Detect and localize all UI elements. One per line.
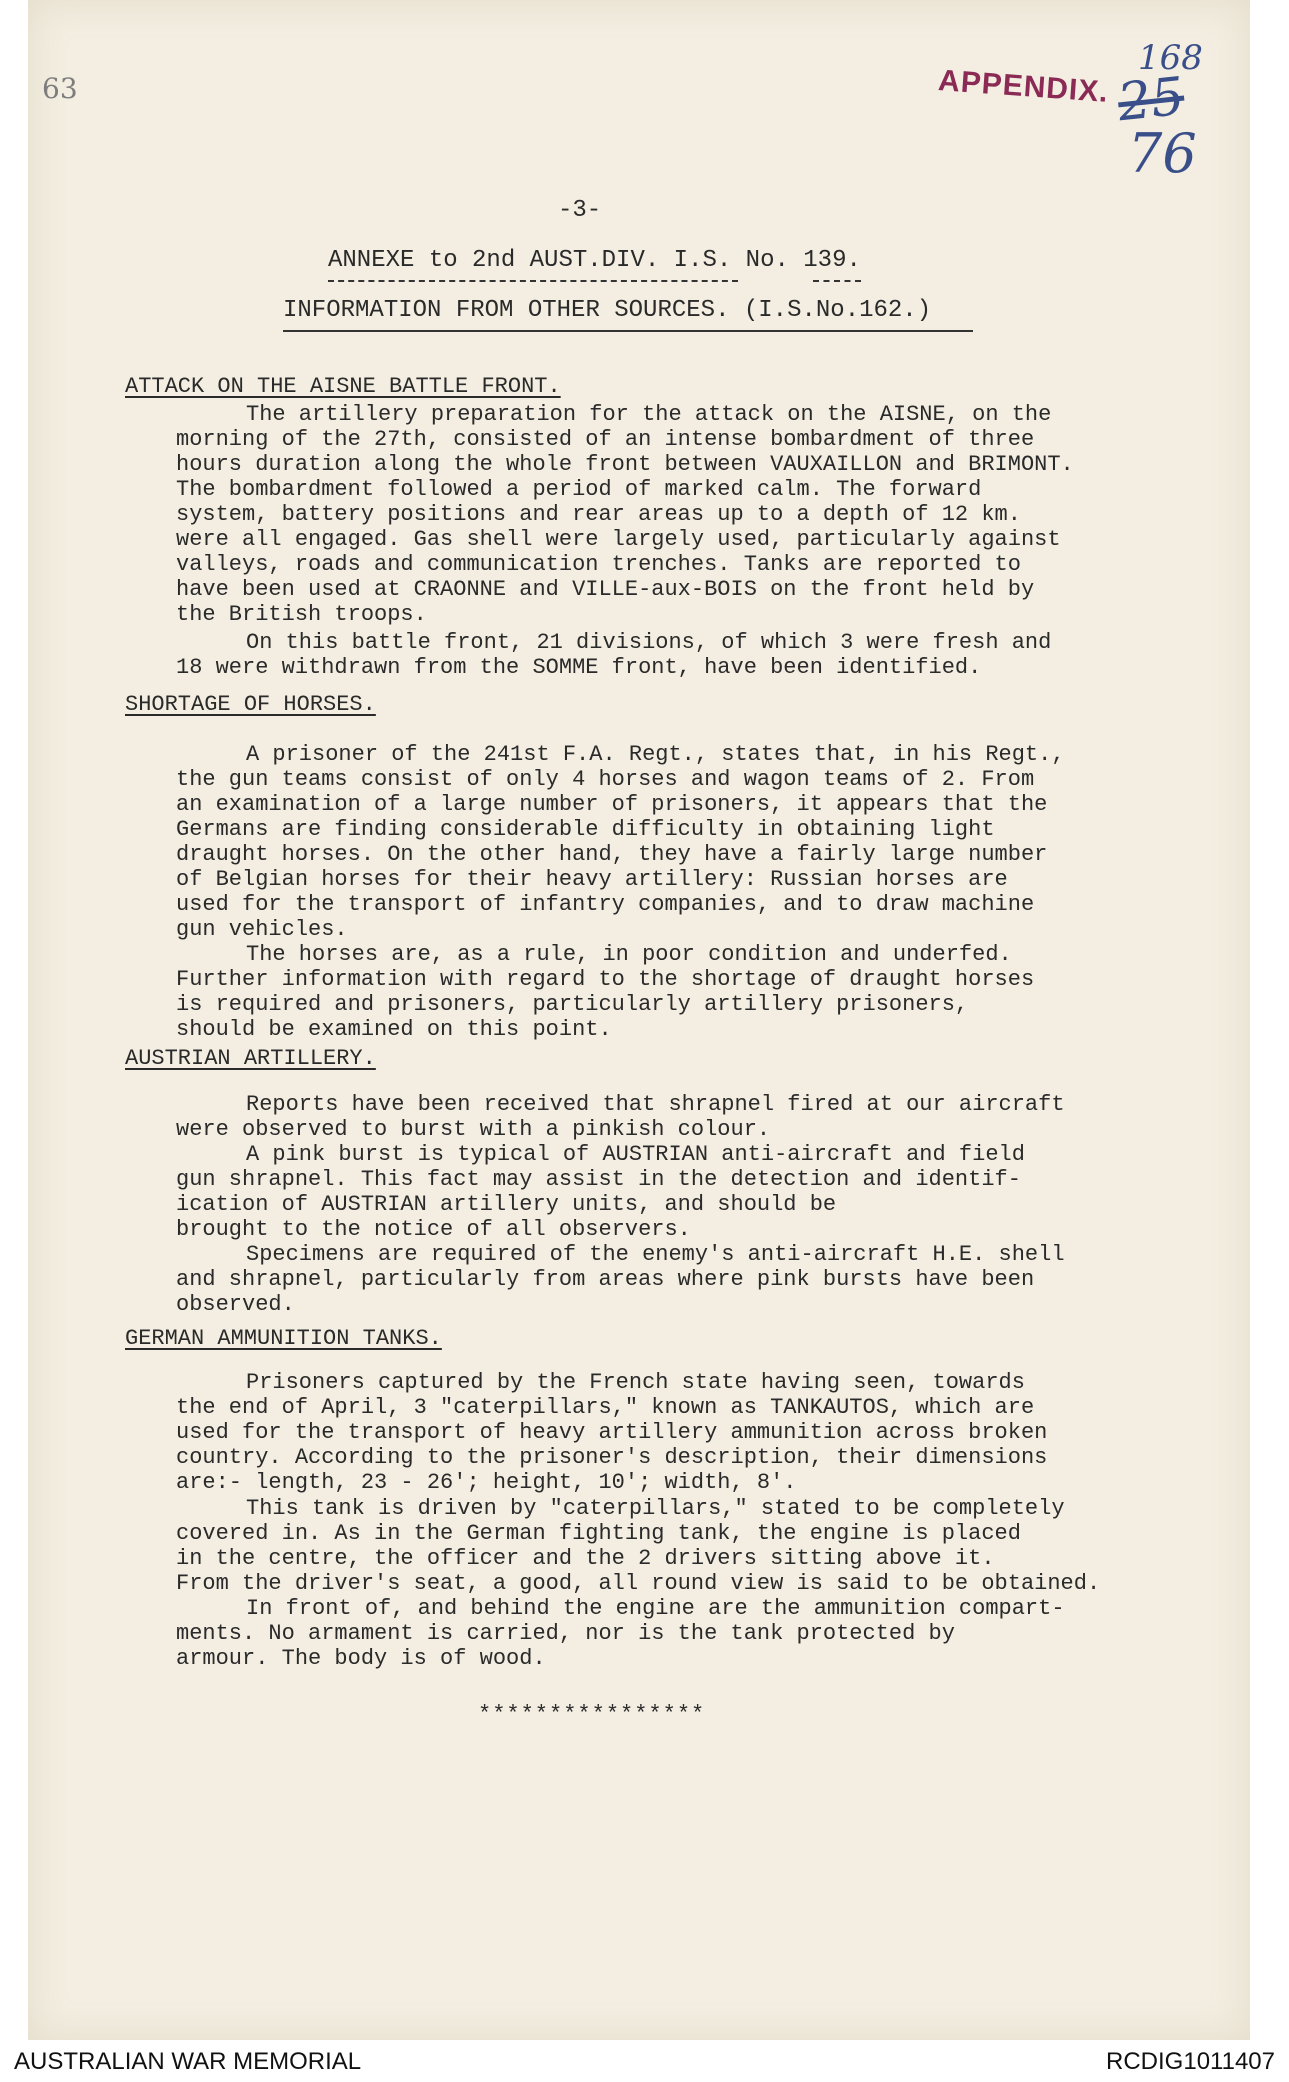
paragraph-text: Specimens are required of the enemy's anti-aircraft H.E. shell and shrapnel, particularly from areas where pink bursts have been observed. (176, 1242, 1065, 1317)
section-austrian-paragraph-3 (176, 1242, 1236, 1317)
paragraph-text: The horses are, as a rule, in poor condition and underfed. Further information with regard to the shortage of draught horses is required and prisoners, particularly artillery prisoners, should be examined on this point. (176, 942, 1035, 1042)
end-separator: **************** (478, 1702, 706, 1727)
section-title-austrian: AUSTRIAN ARTILLERY. (125, 1046, 376, 1071)
paragraph-text: In front of, and behind the engine are the ammunition compart- ments. No armament is carried, nor is the tank protected by armour. The body is of wood. (176, 1596, 1065, 1671)
handwritten-folio-number: 168 (1138, 38, 1203, 78)
paragraph-text: On this battle front, 21 divisions, of which 3 were fresh and 18 were withdrawn from the SOMME front, have been identified. (176, 630, 1052, 680)
struck-number-text: 25 (1115, 66, 1188, 134)
section-tanks-paragraph-3 (176, 1596, 1236, 1671)
sources-heading-underline (283, 330, 973, 332)
section-austrian-paragraph-2 (176, 1142, 1236, 1242)
paragraph-text: A pink burst is typical of AUSTRIAN anti-aircraft and field gun shrapnel. This fact may assist in the detection and identif- ication of AUSTRIAN artillery units, and should be brought to the notice of all observers. (176, 1142, 1025, 1242)
section-horses-paragraph-2 (176, 942, 1236, 1042)
paragraph-text: The artillery preparation for the attack on the AISNE, on the morning of the 27th, consisted of an intense bombardment of three hours duration along the whole front between VAUXAILLON and BRIMONT. The bombardment followed a period of marked calm. The forward system, battery positions and rear areas up to a depth of 12 km. were all engaged. Gas shell were largely used, particularly against valleys, roads and communication trenches. Tanks are reported to have been used at CRAONNE and VILLE-aux-BOIS on the front held by the British troops. (176, 402, 1074, 627)
handwritten-appendix-number: 76 (1128, 122, 1197, 185)
paragraph-text: Prisoners captured by the French state having seen, towards the end of April, 3 "caterpillars," known as TANKAUTOS, which are used for the transport of heavy artillery ammunition across broken country. According to the prisoner's description, their dimensions are:- length, 23 - 26'; height, 10'; width, 8'. (176, 1370, 1048, 1495)
section-aisne-paragraph-2 (176, 630, 1236, 680)
section-tanks-paragraph-1 (176, 1370, 1236, 1495)
paragraph-text: This tank is driven by "caterpillars," stated to be completely covered in. As in the German fighting tank, the engine is placed in the centre, the officer and the 2 drivers sitting above it. From the driver's seat, a good, all round view is said to be obtained. (176, 1496, 1101, 1596)
sources-heading: INFORMATION FROM OTHER SOURCES. (I.S.No.162.) (283, 297, 932, 324)
footer-source: AUSTRALIAN WAR MEMORIAL (14, 2048, 362, 2075)
annexe-number-underline (813, 280, 861, 282)
handwritten-note-top-left: 63 (42, 72, 78, 105)
section-title-horses: SHORTAGE OF HORSES. (125, 692, 376, 717)
section-tanks-paragraph-2 (176, 1496, 1236, 1596)
paragraph-text: Reports have been received that shrapnel fired at our aircraft were observed to burst with a pinkish colour. (176, 1092, 1065, 1142)
document-page (28, 0, 1250, 2040)
footer-record-id: RCDIG1011407 (1106, 2048, 1275, 2075)
page-number: -3- (558, 197, 602, 224)
annexe-heading-underline (328, 280, 738, 282)
appendix-stamp: APPENDIX. (937, 64, 1110, 109)
section-title-tanks: GERMAN AMMUNITION TANKS. (125, 1326, 442, 1351)
section-austrian-paragraph-1 (176, 1092, 1236, 1142)
annexe-heading: ANNEXE to 2nd AUST.DIV. I.S. No. 139. (328, 247, 861, 274)
paragraph-text: A prisoner of the 241st F.A. Regt., states that, in his Regt., the gun teams consist of only 4 horses and wagon teams of 2. From an examination of a large number of prisoners, it appears that the Germans are finding considerable difficulty in obtaining light draught horses. On the other hand, they have a fairly large number of Belgian horses for their heavy artillery: Russian horses are used for the transport of infantry companies, and to draw machine gun vehicles. (176, 742, 1065, 942)
section-title-aisne: ATTACK ON THE AISNE BATTLE FRONT. (125, 374, 561, 399)
section-aisne-paragraph-1 (176, 402, 1236, 627)
section-horses-paragraph-1 (176, 742, 1236, 942)
